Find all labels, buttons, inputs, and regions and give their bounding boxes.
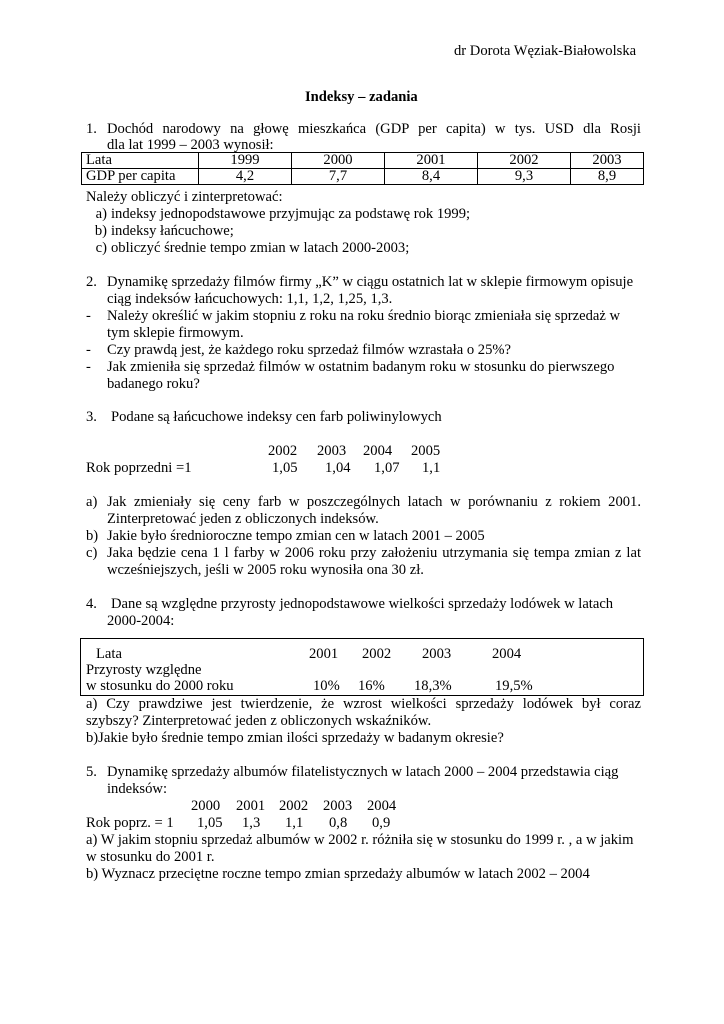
task-number: 1.	[86, 121, 97, 137]
year-label: 2004	[367, 798, 397, 814]
task-1-instruction: Należy obliczyć i zinterpretować:	[86, 189, 283, 205]
year-label: 2005	[411, 443, 441, 459]
row-label: Rok poprzedni =1	[86, 460, 192, 476]
task-5-intro-cont: indeksów:	[107, 781, 167, 797]
growth-value: 18,3%	[414, 678, 452, 694]
table-cell: 2001	[385, 153, 478, 169]
item-text: indeksy łańcuchowe;	[111, 223, 234, 239]
dash: -	[86, 342, 91, 358]
growth-value: 19,5%	[495, 678, 533, 694]
item-label: a)	[95, 206, 107, 222]
year-label: 2002	[362, 646, 392, 662]
row-label-cont: w stosunku do 2000 roku	[86, 678, 234, 694]
index-value: 0,8	[329, 815, 348, 831]
task-4-question-a: a) Czy prawdziwe jest twierdzenie, że wzrost wielkości sprzedaży lodówek był coraz	[86, 696, 641, 712]
task-number: 3.	[86, 409, 97, 425]
table-cell: 9,3	[478, 169, 571, 185]
table-cell: 2000	[292, 153, 385, 169]
task-2-intro: Dynamikę sprzedaży filmów firmy „K” w ciągu ostatnich lat w sklepie firmowym opisuje	[107, 274, 634, 290]
table-row	[82, 169, 644, 185]
task-2-intro-cont: ciąg indeksów łańcuchowych: 1,1, 1,2, 1,25, 1,3.	[107, 291, 393, 307]
dash: -	[86, 308, 91, 324]
year-label: 2001	[309, 646, 339, 662]
index-value: 1,1	[285, 815, 304, 831]
year-label: 2003	[317, 443, 347, 459]
task-1-intro-cont: dla lat 1999 – 2003 wynosił:	[107, 137, 274, 153]
growth-value: 16%	[358, 678, 385, 694]
table-cell: Lata	[82, 153, 199, 169]
dash: -	[86, 359, 91, 375]
task-4-question-b: b)Jakie było średnie tempo zmian ilości sprzedaży w badanym okresie?	[86, 730, 504, 746]
task-4-question-a-cont: szybszy? Zinterpretować jeden z obliczonych wskaźników.	[86, 713, 432, 729]
task-2-question-3-cont: badanego roku?	[107, 376, 200, 392]
table-cell: 8,9	[571, 169, 644, 185]
item-label: c)	[95, 240, 107, 256]
list-item	[86, 223, 234, 240]
year-label: 2002	[268, 443, 298, 459]
task-2-question-1-cont: tym sklepie firmowym.	[107, 325, 244, 341]
task-1-intro: Dochód narodowy na głowę mieszkańca (GDP per capita) w tys. USD dla Rosji	[107, 121, 641, 137]
table-cell: 1999	[199, 153, 292, 169]
list-item	[86, 240, 409, 257]
task-5-intro: Dynamikę sprzedaży albumów filatelistycznych w latach 2000 – 2004 przedstawia ciąg	[107, 764, 619, 780]
task-3-intro: Podane są łańcuchowe indeksy cen farb poliwinylowych	[111, 409, 442, 425]
table-cell: GDP per capita	[82, 169, 199, 185]
item-label: b)	[86, 528, 99, 544]
task-2-question-2: Czy prawdą jest, że każdego roku sprzedaż filmów wzrastała o 25%?	[107, 342, 512, 358]
index-value: 1,3	[242, 815, 261, 831]
table-cell: 2002	[478, 153, 571, 169]
task-number: 5.	[86, 764, 97, 780]
index-value: 1,1	[422, 460, 441, 476]
year-label: 2004	[363, 443, 393, 459]
table-row	[82, 153, 644, 169]
task-5-question-a: a) W jakim stopniu sprzedaż albumów w 2002 r. różniła się w stosunku do 1999 r. , a w jakim	[86, 832, 634, 848]
table-cell: 2003	[571, 153, 644, 169]
row-label: Lata	[96, 646, 122, 662]
growth-value: 10%	[313, 678, 340, 694]
task-3-question-b: Jakie było średnioroczne tempo zmian cen w latach 2001 – 2005	[107, 528, 485, 544]
year-label: 2004	[492, 646, 522, 662]
index-value: 1,07	[374, 460, 400, 476]
item-label: c)	[86, 545, 98, 561]
table-cell: 4,2	[199, 169, 292, 185]
index-value: 0,9	[372, 815, 391, 831]
row-label: Przyrosty względne	[86, 662, 202, 678]
item-text: indeksy jednopodstawowe przyjmując za podstawę rok 1999;	[111, 206, 471, 222]
task-5-question-b: b) Wyznacz przeciętne roczne tempo zmian sprzedaży albumów w latach 2002 – 2004	[86, 866, 590, 882]
index-value: 1,05	[197, 815, 223, 831]
year-label: 2003	[323, 798, 353, 814]
task-2-question-3: Jak zmieniła się sprzedaż filmów w ostatnim badanym roku w stosunku do pierwszego	[107, 359, 615, 375]
year-label: 2000	[191, 798, 221, 814]
item-text: obliczyć średnie tempo zmian w latach 2000-2003;	[111, 240, 410, 256]
task-4-intro-cont: 2000-2004:	[107, 613, 175, 629]
index-value: 1,04	[325, 460, 351, 476]
task-3-question-a: Jak zmieniały się ceny farb w poszczególnych latach w porównaniu z rokiem 2001.	[107, 494, 641, 510]
task-4-intro: Dane są względne przyrosty jednopodstawowe wielkości sprzedaży lodówek w latach	[111, 596, 614, 612]
task-3-question-a-cont: Zinterpretować jeden z obliczonych indeksów.	[107, 511, 379, 527]
table-cell: 8,4	[385, 169, 478, 185]
index-value: 1,05	[272, 460, 298, 476]
task-5-question-a-cont: w stosunku do 2001 r.	[86, 849, 215, 865]
year-label: 2002	[279, 798, 309, 814]
year-label: 2001	[236, 798, 266, 814]
table-cell: 7,7	[292, 169, 385, 185]
year-label: 2003	[422, 646, 452, 662]
author-name: dr Dorota Węziak-Białowolska	[454, 43, 637, 59]
task-number: 2.	[86, 274, 97, 290]
task-3-question-c-cont: wcześniejszych, jeśli w 2005 roku wynosiła ona 30 zł.	[107, 562, 424, 578]
task-2-question-1: Należy określić w jakim stopniu z roku na roku średnio biorąc zmieniała się sprzedaż w	[107, 308, 621, 324]
gdp-table	[81, 152, 644, 185]
list-item	[86, 206, 470, 223]
page-title: Indeksy – zadania	[305, 89, 418, 105]
task-3-question-c: Jaka będzie cena 1 l farby w 2006 roku przy założeniu utrzymania się tempa zmian z lat	[107, 545, 641, 561]
item-label: a)	[86, 494, 98, 510]
row-label: Rok poprz. = 1	[86, 815, 174, 831]
item-label: b)	[94, 223, 107, 239]
task-number: 4.	[86, 596, 97, 612]
